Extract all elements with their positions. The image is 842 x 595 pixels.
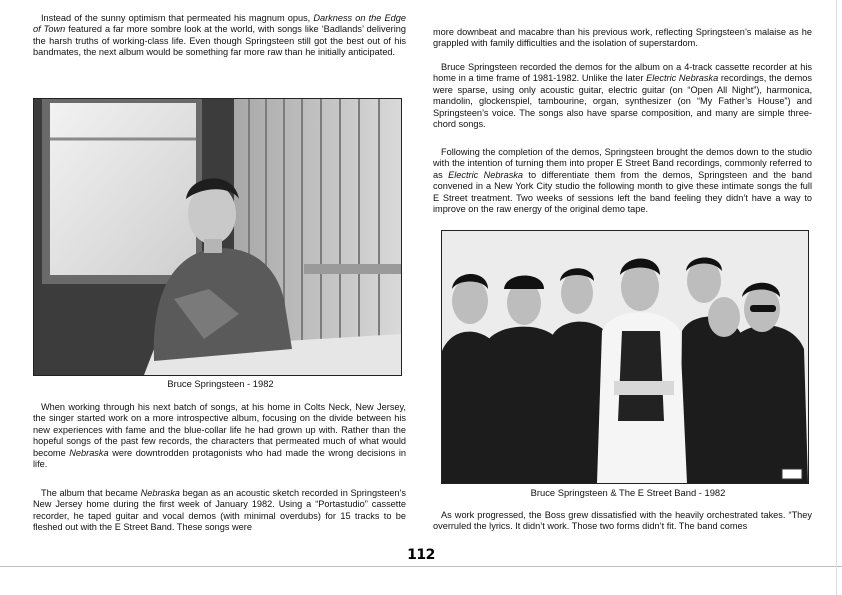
caption-photo-2: Bruce Springsteen & The E Street Band - 1982 [530, 487, 726, 498]
band-photo-illustration [442, 231, 808, 483]
paragraph-continued: more downbeat and macabre than his previous work, reflecting Springsteen’s malaise as he grappled with family difficulties and the isolation of superstardom. [433, 27, 812, 49]
paragraph-demos: Bruce Springsteen recorded the demos for the album on a 4-track cassette recorder at his home in a time frame of 1981-1982. Unlike the later Electric Nebraska recordings, the demos were sparse, using only acoustic guitar, electric guitar (on “Open All Night”), harmonica, mandolin, glockenspiel, tambourine, organ, synthesizer (on “My Father’s House”) and Springsteen’s voice. The songs also have sparse composition, and many are simple three-chord songs. [433, 62, 812, 130]
paragraph-acoustic-sketch: The album that became Nebraska began as an acoustic sketch recorded in Springsteen’s New Jersey home during the first week of January 1982. Using a “Portastudio” cassette recorder, he taped guitar and vocal demos (with minimal overdubs) for 15 tracks to be fleshed out with the E Street Band. These songs were [33, 488, 407, 533]
photo-bruce-springsteen-1982 [33, 98, 402, 376]
paragraph-work-progressed: As work progressed, the Boss grew dissatisfied with the heavily orchestrated takes. “They overruled the lyrics. It didn’t work. Those two forms didn’t fit. The band comes [433, 510, 812, 532]
paragraph-electric-nebraska: Following the completion of the demos, Springsteen brought the demos down to the studio with the intention of turning them into proper E Street Band recordings, commonly referred to as Electric Nebraska to differentiate them from the demos, Springsteen and the band convened in a New York City studio the following month to give these intimate songs the full E Street treatment. Two weeks of sessions left the band feeling they didn’t have a way to improve on the raw energy of the original demo tape. [433, 147, 812, 215]
paragraph-intro: Instead of the sunny optimism that permeated his magnum opus, Darkness on the Edge of Town featured a far more sombre look at the world, with songs like ‘Badlands’ delivering the harsh truths of working-class life. Even though Springsteen still got the best out of his bandmates, the next album would be something far more raw than he initially anticipated. [33, 13, 406, 58]
photo-illustration [34, 99, 401, 375]
photo-e-street-band-1982 [441, 230, 809, 484]
page-bottom-edge [0, 566, 842, 567]
page-right-edge [836, 0, 837, 595]
caption-photo-1: Bruce Springsteen - 1982 [167, 378, 274, 389]
paragraph-colts-neck: When working through his next batch of songs, at his home in Colts Neck, New Jersey, the singer started work on a more introspective album, focusing on the divide between his new experiences with fame and the blue-collar life he had grown up with. Rather than the hopeful songs of the past few records, the characters that permeated much of what would become Nebraska were downtrodden protagonists who had made the wrong decisions in life. [33, 402, 406, 470]
page-number: 112 [407, 547, 435, 563]
